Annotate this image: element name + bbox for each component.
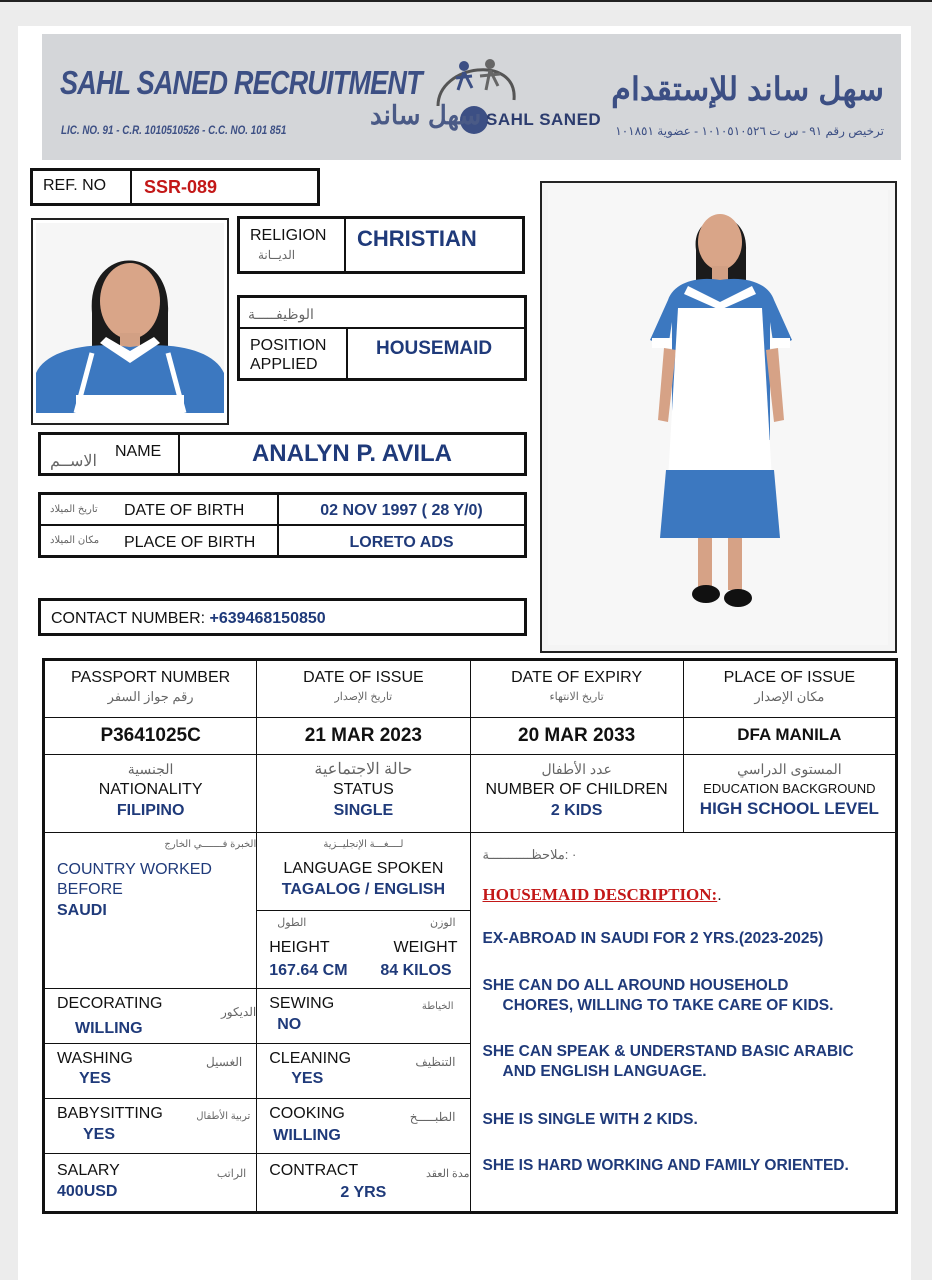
remarks-cell: ملاحظـــــــــــة: · HOUSEMAID DESCRIPTION:. EX-ABROAD IN SAUDI FOR 2 YRS.(2023-2025) SHE CAN DO ALL AROUND HOUSEHOLD CHORES, WILLING TO TAKE CARE OF KIDS. SHE CAN SPEAK & UNDERSTAND BASIC ARABIC AND ENGLISH LANGUAGE. SHE IS SINGLE WITH 2 KIDS. SHE IS HARD WORKING AND FAMILY ORIENTED. (470, 833, 897, 1213)
issue-date-label-cell: DATE OF ISSUE تاريخ الإصدار (257, 660, 470, 718)
ref-label: REF. NO (43, 177, 107, 194)
pob-label: PLACE OF BIRTH (124, 534, 256, 551)
ref-value: SSR-089 (144, 177, 218, 197)
name-label-ar: الاســم (50, 453, 97, 470)
logo-text-en: SAHL SANED (486, 110, 602, 129)
position-divider (346, 329, 348, 378)
religion-label-ar: الديــانة (258, 248, 296, 262)
full-body-photo (548, 190, 888, 645)
experience-cell: الخبرة فـــــــي الخارج COUNTRY WORKED BEFORE SAUDI (44, 833, 257, 989)
education-cell: المستوى الدراسي EDUCATION BACKGROUND HIGH SCHOOL LEVEL (683, 755, 896, 833)
skill-cleaning: CLEANING التنظيف YES (257, 1044, 470, 1099)
measurements-cell: الطول الوزن HEIGHT WEIGHT 167.64 CM 84 KILOS (257, 911, 470, 989)
dob-label-ar: تاريخ الميلاد (50, 504, 98, 515)
status-cell: حالة الاجتماعية STATUS SINGLE (257, 755, 470, 833)
pob-label-ar: مكان الميلاد (50, 535, 100, 546)
portrait-photo (36, 223, 224, 413)
name-label: NAME (115, 443, 162, 460)
skill-cooking: COOKING الطبـــــخ WILLING (257, 1099, 470, 1154)
expiry-date: 20 MAR 2033 (470, 718, 683, 755)
experience-row (44, 833, 897, 911)
skill-babysitting: BABYSITTING تربية الأطفال YES (44, 1099, 257, 1154)
position-label-ar: الوظيفـــــة (248, 306, 314, 322)
pob-value: LORETO ADS (349, 534, 454, 551)
issue-place: DFA MANILA (683, 718, 896, 755)
contact-line (51, 610, 326, 628)
logo-text-ar: سهل ساند (370, 100, 482, 130)
birth-hline (41, 524, 524, 526)
issue-date: 21 MAR 2023 (257, 718, 470, 755)
position-label: POSITION APPLIED (250, 337, 327, 373)
passport-number: P3641025C (44, 718, 257, 755)
passport-values-row (44, 718, 897, 755)
language-cell: لــــغـــة الإنجليــزية LANGUAGE SPOKEN TAGALOG / ENGLISH (257, 833, 470, 911)
skill-sewing: SEWING الخياطة NO (257, 989, 470, 1044)
salary-cell: SALARY الراتب 400USD (44, 1154, 257, 1213)
details-table (42, 658, 898, 1214)
expiry-date-label-cell: DATE OF EXPIRY تاريخ الانتهاء (470, 660, 683, 718)
license-ar: ترخيص رقم ٩١ - س ت ١٠١٠٥١٠٥٢٦ - عضوية ١٠١٨٥١ (615, 124, 884, 138)
religion-label: RELIGION (250, 227, 327, 244)
nationality-cell: الجنسية NATIONALITY FILIPINO (44, 755, 257, 833)
religion-value: CHRISTIAN (357, 226, 477, 251)
position-value: HOUSEMAID (376, 338, 493, 359)
company-name-en: SAHL SANED RECRUITMENT (60, 64, 422, 101)
religion-divider (344, 219, 346, 271)
top-border (0, 0, 932, 2)
name-value: ANALYN P. AVILA (251, 440, 453, 467)
contact-label: CONTACT NUMBER: (51, 610, 206, 627)
company-name-ar: سهل ساند للإستقدام (611, 71, 884, 107)
remarks-title: HOUSEMAID DESCRIPTION: (482, 885, 718, 904)
skill-washing: WASHING الغسيل YES (44, 1044, 257, 1099)
children-cell: عدد الأطفال NUMBER OF CHILDREN 2 KIDS (470, 755, 683, 833)
ref-divider (130, 170, 132, 204)
dob-value: 02 NOV 1997 ( 28 Y/0) (320, 502, 483, 519)
experience-label: COUNTRY WORKED BEFORE (57, 861, 212, 898)
skill-decorating: DECORATING الديكور WILLING (44, 989, 257, 1044)
passport-number-label-cell: PASSPORT NUMBER رقم جواز السفر (44, 660, 257, 718)
license-en: LIC. NO. 91 - C.R. 1010510526 - C.C. NO. 101 851 (61, 123, 287, 137)
contract-cell: CONTRACT مدة العقد 2 YRS (257, 1154, 470, 1213)
contact-value: +639468150850 (209, 610, 326, 627)
personal-row (44, 755, 897, 833)
position-hline (240, 327, 524, 329)
issue-place-label-cell: PLACE OF ISSUE مكان الإصدار (683, 660, 896, 718)
dob-label: DATE OF BIRTH (124, 502, 245, 519)
passport-labels-row (44, 660, 897, 718)
